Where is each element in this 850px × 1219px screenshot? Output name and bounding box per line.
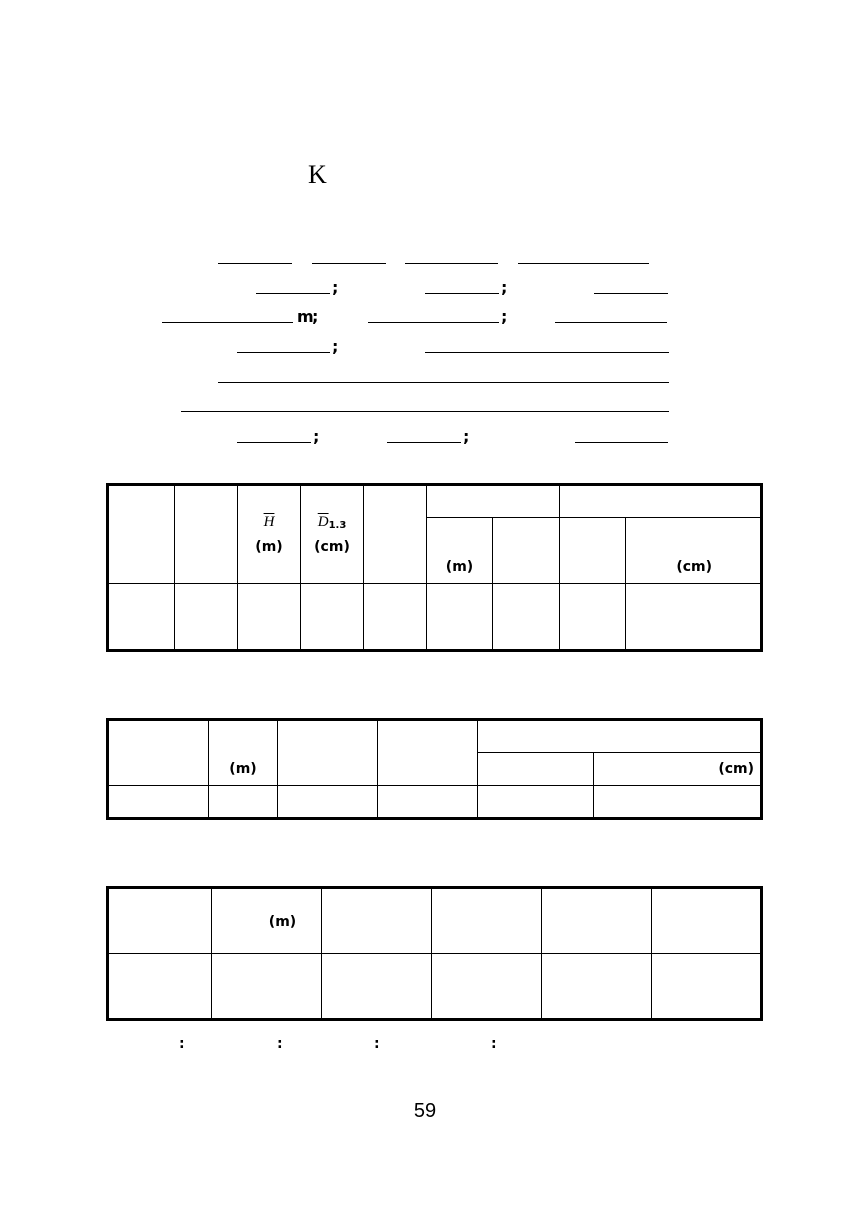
signature-colon: : xyxy=(179,1036,185,1052)
semicolon: ; xyxy=(501,278,508,297)
semicolon: ; xyxy=(332,278,339,297)
table-cell xyxy=(432,888,542,954)
blank-field[interactable] xyxy=(256,293,330,294)
blank-field[interactable] xyxy=(594,293,668,294)
table-cell xyxy=(560,518,626,584)
d-unit: (cm) xyxy=(314,539,350,555)
d-subscript: 1.3 xyxy=(328,520,347,531)
d-symbol: $\overline{D}$ xyxy=(317,514,329,530)
col6-unit: (cm) xyxy=(594,753,762,786)
blank-field[interactable] xyxy=(518,263,649,264)
blank-field[interactable] xyxy=(425,293,499,294)
table-cell[interactable] xyxy=(175,584,238,651)
signature-colon: : xyxy=(491,1036,497,1052)
table-cell[interactable] xyxy=(542,954,652,1020)
table-3 xyxy=(106,886,763,1021)
table-cell xyxy=(108,720,209,786)
semicolon: ; xyxy=(312,307,319,326)
table-cell xyxy=(108,485,175,584)
blank-field[interactable] xyxy=(218,263,292,264)
signature-colon: : xyxy=(277,1036,283,1052)
mean-height-header xyxy=(238,485,301,584)
table-cell[interactable] xyxy=(209,786,278,819)
col9-unit: (cm) xyxy=(626,518,762,584)
table-cell[interactable] xyxy=(493,584,560,651)
table-cell xyxy=(493,518,560,584)
semicolon: ; xyxy=(332,337,339,356)
col2-unit: (m) xyxy=(209,720,278,786)
blank-field[interactable] xyxy=(555,322,667,323)
table-cell xyxy=(542,888,652,954)
table-cell xyxy=(560,485,762,518)
blank-field[interactable] xyxy=(575,442,668,443)
table-cell xyxy=(108,888,212,954)
table-cell[interactable] xyxy=(626,584,762,651)
semicolon: ; xyxy=(463,427,470,446)
col6-unit: (m) xyxy=(427,518,493,584)
table-cell xyxy=(478,720,762,753)
table-cell xyxy=(364,485,427,584)
table-cell[interactable] xyxy=(364,584,427,651)
table-cell[interactable] xyxy=(378,786,478,819)
table-cell[interactable] xyxy=(108,954,212,1020)
semicolon: ; xyxy=(501,307,508,326)
table-cell[interactable] xyxy=(432,954,542,1020)
blank-field[interactable] xyxy=(312,263,386,264)
blank-field[interactable] xyxy=(425,352,669,353)
table-cell xyxy=(478,753,594,786)
blank-field[interactable] xyxy=(218,382,669,383)
mean-diameter-header xyxy=(301,485,364,584)
table-cell xyxy=(278,720,378,786)
table-cell xyxy=(175,485,238,584)
table-cell[interactable] xyxy=(108,584,175,651)
table-cell xyxy=(427,485,560,518)
table-cell[interactable] xyxy=(478,786,594,819)
table-cell[interactable] xyxy=(278,786,378,819)
table-cell[interactable] xyxy=(427,584,493,651)
table-cell[interactable] xyxy=(238,584,301,651)
table-cell[interactable] xyxy=(594,786,762,819)
blank-field[interactable] xyxy=(162,322,293,323)
table-cell[interactable] xyxy=(212,954,322,1020)
table-cell xyxy=(378,720,478,786)
table-cell xyxy=(652,888,762,954)
blank-field[interactable] xyxy=(387,442,461,443)
blank-field[interactable] xyxy=(237,442,311,443)
h-symbol: $\overline{H}$ xyxy=(263,514,275,530)
table-cell[interactable] xyxy=(652,954,762,1020)
table-cell[interactable] xyxy=(322,954,432,1020)
blank-field[interactable] xyxy=(237,352,330,353)
table-cell xyxy=(322,888,432,954)
table-cell[interactable] xyxy=(108,786,209,819)
col2-unit: (m) xyxy=(212,888,322,954)
blank-field[interactable] xyxy=(181,411,669,412)
h-unit: (m) xyxy=(255,539,283,555)
table-2 xyxy=(106,718,763,820)
signature-colon: : xyxy=(374,1036,380,1052)
blank-field[interactable] xyxy=(368,322,499,323)
semicolon: ; xyxy=(313,427,320,446)
table-cell[interactable] xyxy=(560,584,626,651)
blank-field[interactable] xyxy=(405,263,498,264)
page-number: 59 xyxy=(413,1100,437,1122)
table-1 xyxy=(106,483,763,652)
unit-m: m xyxy=(297,307,314,326)
page-title: K xyxy=(308,160,327,189)
table-cell[interactable] xyxy=(301,584,364,651)
